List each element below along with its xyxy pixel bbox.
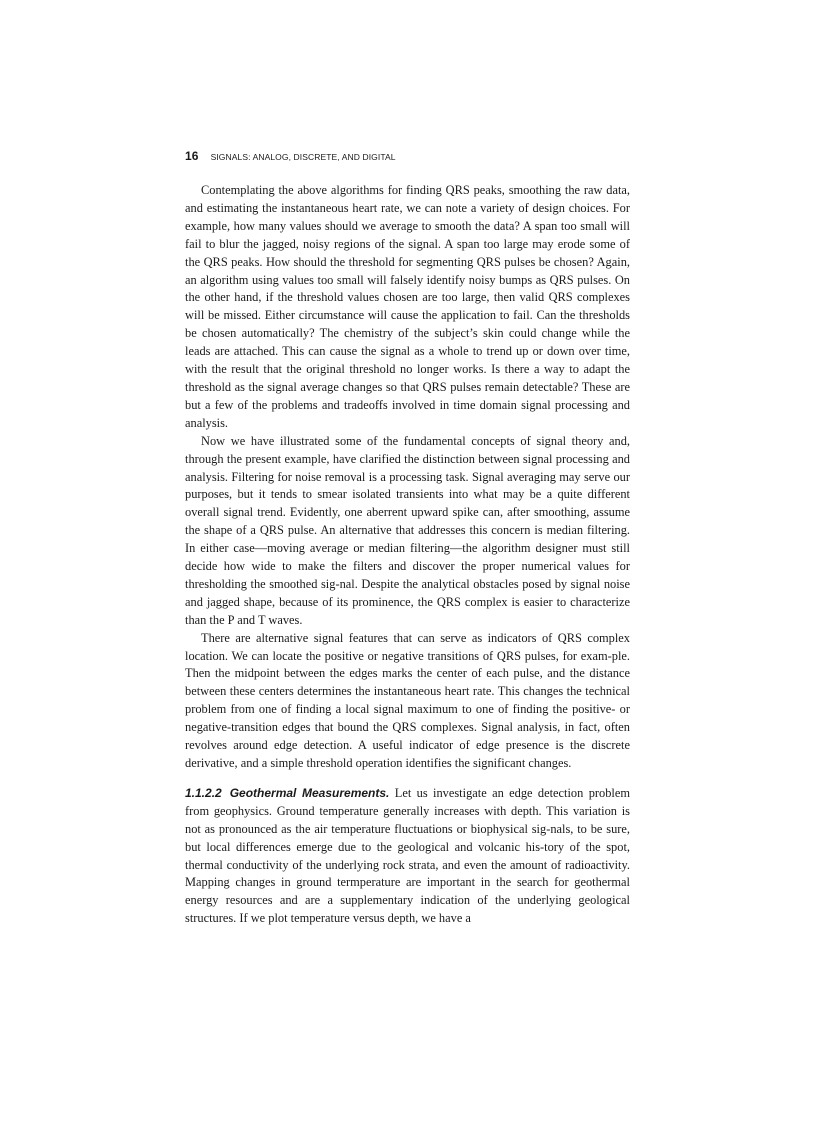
- page-number: 16: [185, 149, 199, 163]
- section-heading: [185, 786, 389, 800]
- section-text: Let us investigate an edge detection problem from geophysics. Ground temperature generally increases with depth. This variation is not as pronounced as the air temperature fluctuations or biophysical sig-nals, to be sure, but local differences emerge due to the geological and volcanic his-tory of the spot, thermal conductivity of the underlying rock strata, and even the amount of radioactivity. Mapping changes in ground termperature are important in the search for geothermal energy resources and are a supplementary indication of the underlying geological structures. If we plot temperature versus depth, we have a: [185, 785, 630, 926]
- section-number: 1.1.2.2: [185, 785, 222, 800]
- section-title: Geothermal Measurements.: [229, 785, 390, 800]
- running-header: [185, 150, 630, 162]
- body-paragraph-1: Contemplating the above algorithms for finding QRS peaks, smoothing the raw data, and estimating the instantaneous heart rate, we can note a variety of design choices. For example, how many values should we average to smooth the data? A span too small will fail to blur the jagged, noisy regions of the signal. A span too large may erode some of the QRS peaks. How should the threshold for segmenting QRS pulses be chosen? Again, an algorithm using values too small will falsely identify noisy bumps as QRS pulses. On the other hand, if the threshold values chosen are too large, then valid QRS complexes will be missed. Either circumstance will cause the application to fail. Can the thresholds be chosen automatically? The chemistry of the subject’s skin could change while the leads are attached. This can cause the signal as a whole to trend up or down over time, with the result that the original threshold no longer works. Is there a way to adapt the threshold as the signal average changes so that QRS pulses remain detectable? These are but a few of the problems and tradeoffs involved in time domain signal processing and analysis.: [185, 183, 630, 430]
- book-page: [185, 150, 630, 928]
- section-paragraph: [185, 785, 630, 928]
- body-paragraph-3: There are alternative signal features that can serve as indicators of QRS complex location. We can locate the positive or negative transitions of QRS pulses, for exam-ple. Then the midpoint between the edges marks the center of each pulse, and the distance between these centers determines the instantaneous heart rate. This changes the technical problem from one of finding a local signal maximum to one of finding the positive- or negative-transition edges that bound the QRS complexes. Signal analysis, in fact, often revolves around edge detection. A useful indicator of edge presence is the discrete derivative, and a simple threshold operation identifies the significant changes.: [185, 630, 630, 770]
- body-paragraph-2: Now we have illustrated some of the fundamental concepts of signal theory and, through the present example, have clarified the distinction between signal processing and analysis. Filtering for noise removal is a processing task. Signal averaging may serve our purposes, but it tends to smear isolated transients into what may be a quite different overall signal trend. Evidently, one aberrent upward spike can, after smoothing, assume the shape of a QRS pulse. An alternative that addresses this concern is median filtering. In either case—moving average or median filtering—the algorithm designer must still decide how wide to make the filters and discover the proper numerical values for thresholding the smoothed sig-nal. Despite the analytical obstacles posed by signal noise and jagged shape, because of its prominence, the QRS complex is easier to characterize than the P and T waves.: [185, 433, 630, 627]
- running-title: SIGNALS: ANALOG, DISCRETE, AND DIGITAL: [210, 152, 396, 162]
